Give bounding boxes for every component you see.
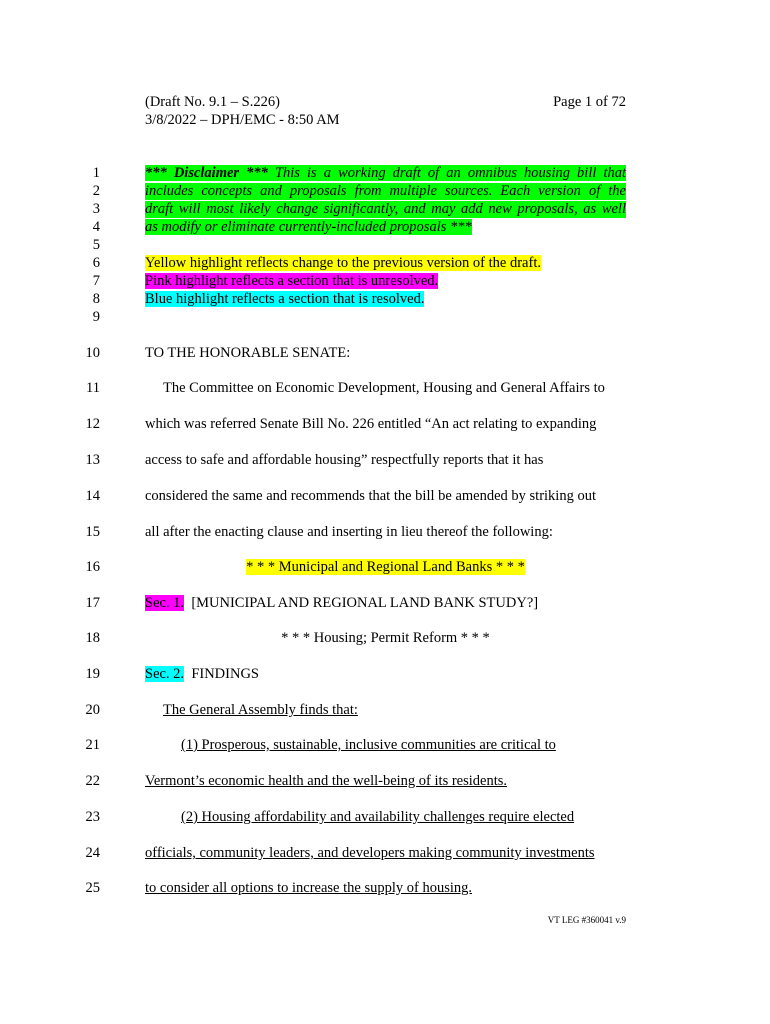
body-line: Vermont’s economic health and the well-being of its residents. xyxy=(145,773,508,789)
body-line: considered the same and recommends that the bill be amended by striking out xyxy=(145,488,596,504)
line-number: 18 xyxy=(85,630,100,646)
disclaimer-line: includes concepts and proposals from multiple sources. Each version of the xyxy=(145,183,626,199)
line-number: 15 xyxy=(85,524,100,540)
line-number: 5 xyxy=(92,237,100,253)
line-number: 6 xyxy=(92,255,100,271)
section-label: Sec. 2. xyxy=(145,666,185,682)
line-number: 14 xyxy=(85,488,100,504)
section-2 xyxy=(145,666,259,683)
draft-date: 3/8/2022 – DPH/EMC - 8:50 AM xyxy=(145,112,340,128)
body-line: which was referred Senate Bill No. 226 entitled “An act relating to expanding xyxy=(145,416,597,432)
body-line: (1) Prosperous, sustainable, inclusive communities are critical to xyxy=(181,737,556,753)
legend-blue: Blue highlight reflects a section that is resolved. xyxy=(145,291,425,307)
legend-yellow: Yellow highlight reflects change to the previous version of the draft. xyxy=(145,255,541,271)
section-title: FINDINGS xyxy=(191,666,259,682)
line-number: 16 xyxy=(85,559,100,575)
line-number: 17 xyxy=(85,595,100,611)
line-number: 20 xyxy=(85,702,100,718)
disclaimer-label: *** Disclaimer *** xyxy=(145,165,268,181)
disclaimer-line: as modify or eliminate currently-included proposals *** xyxy=(145,219,472,235)
section-label: Sec. 1. xyxy=(145,595,185,611)
line-number: 21 xyxy=(85,737,100,753)
line-number: 4 xyxy=(92,219,100,235)
section-1 xyxy=(145,595,538,612)
body-line: officials, community leaders, and developers making community investments xyxy=(145,845,595,861)
disclaimer-line: *** Disclaimer *** This is a working draft of an omnibus housing bill that xyxy=(145,165,627,181)
line-number: 3 xyxy=(92,201,100,217)
line-number: 22 xyxy=(85,773,100,789)
line-number: 23 xyxy=(85,809,100,825)
body-line: The Committee on Economic Development, Housing and General Affairs to xyxy=(163,380,605,396)
body-line: all after the enacting clause and inserting in lieu thereof the following: xyxy=(145,524,553,540)
body-line: to consider all options to increase the supply of housing. xyxy=(145,880,473,896)
body-line: (2) Housing affordability and availability challenges require elected xyxy=(181,809,575,825)
line-number: 10 xyxy=(85,345,100,361)
line-number: 1 xyxy=(92,165,100,181)
line-number: 8 xyxy=(92,291,100,307)
line-number: 7 xyxy=(92,273,100,289)
draft-number: (Draft No. 9.1 – S.226) xyxy=(145,94,280,110)
body-line: The General Assembly finds that: xyxy=(163,702,358,718)
section-title: [MUNICIPAL AND REGIONAL LAND BANK STUDY?] xyxy=(191,595,539,611)
line-number: 25 xyxy=(85,880,100,896)
salutation: TO THE HONORABLE SENATE: xyxy=(145,345,351,361)
line-number: 11 xyxy=(86,380,100,396)
line-number: 9 xyxy=(92,309,100,325)
line-number: 2 xyxy=(92,183,100,199)
body-line: access to safe and affordable housing” respectfully reports that it has xyxy=(145,452,544,468)
footer-id: VT LEG #360041 v.9 xyxy=(547,915,626,925)
line-number: 24 xyxy=(85,845,100,861)
section-heading-land-banks: * * * Municipal and Regional Land Banks * * * xyxy=(246,559,525,575)
line-number: 13 xyxy=(85,452,100,468)
line-number: 19 xyxy=(85,666,100,682)
line-number: 12 xyxy=(85,416,100,432)
legend-pink: Pink highlight reflects a section that is unresolved. xyxy=(145,273,439,289)
section-heading-housing: * * * Housing; Permit Reform * * * xyxy=(281,630,490,646)
page-indicator: Page 1 of 72 xyxy=(553,94,626,110)
disclaimer-line: draft will most likely change significantly, and may add new proposals, as well xyxy=(145,201,626,217)
